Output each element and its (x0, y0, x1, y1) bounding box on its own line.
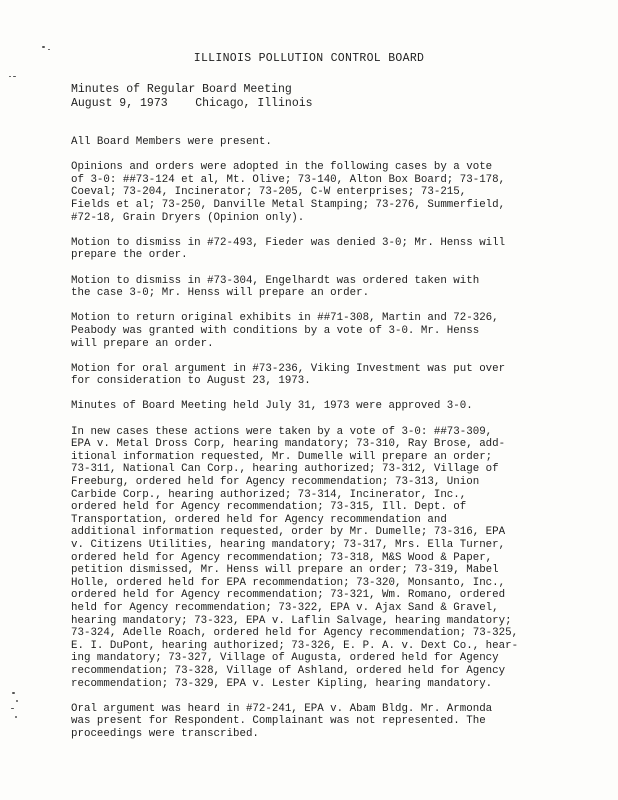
meeting-name: Minutes of Regular Board Meeting (71, 83, 292, 96)
text-line: E. I. DuPont, hearing authorized; 73-326, E. P. A. v. Dext Co., hear- (71, 639, 519, 652)
text-line: ordered held for Agency recommendation; 73-318, M&S Wood & Paper, (71, 551, 493, 564)
text-line: Motion to return original exhibits in ##71-308, Martin and 72-326, (71, 312, 499, 325)
text-line: the case 3-0; Mr. Henss will prepare an order. (71, 287, 370, 300)
text-line: additional information requested, order by Mr. Dumelle; 73-316, EPA (71, 526, 506, 539)
text-line: All Board Members were present. (71, 136, 272, 148)
text-line: Fields et al; 73-250, Danville Metal Stamping; 73-276, Summerfield, (71, 198, 506, 211)
minutes-paragraph (71, 136, 557, 149)
text-line: Minutes of Board Meeting held July 31, 1973 were approved 3-0. (71, 400, 473, 413)
text-line: ordered held for Agency recommendation; 73-321, Wm. Romano, ordered (71, 589, 506, 602)
text-line: for consideration to August 23, 1973. (71, 375, 311, 388)
minutes-paragraph (71, 161, 557, 224)
text-line: petition dismissed, Mr. Henss will prepare an order; 73-319, Mabel (71, 564, 499, 577)
text-line: v. Citizens Utilities, hearing mandatory; 73-317, Mrs. Ella Turner, (71, 539, 506, 551)
text-line: will prepare an order. (71, 337, 214, 350)
text-line: 73-324, Adelle Roach, ordered held for Agency recommendation; 73-325, (71, 627, 519, 640)
minutes-body (71, 136, 557, 753)
text-line: Coeval; 73-204, Incinerator; 73-205, C-W enterprises; 73-215, (71, 186, 467, 199)
text-line: Peabody was granted with conditions by a vote of 3-0. Mr. Henss (71, 324, 480, 337)
text-line: held for Agency recommendation; 73-322, EPA v. Ajax Sand & Gravel, (71, 601, 499, 614)
text-line: Opinions and orders were adopted in the following cases by a vote (71, 161, 493, 174)
text-line: was present for Respondent. Complainant was not represented. The (71, 715, 486, 728)
text-line: EPA v. Metal Dross Corp, hearing mandatory; 73-310, Ray Brose, add- (71, 438, 506, 451)
text-line: ordered held for Agency recommendation; 73-315, Ill. Dept. of (71, 501, 467, 514)
minutes-paragraph (71, 237, 557, 262)
text-line: Holle, ordered held for EPA recommendation; 73-320, Monsanto, Inc., (71, 576, 506, 589)
text-line: Carbide Corp., hearing authorized; 73-314, Incinerator, Inc., (71, 488, 467, 501)
text-line: recommendation; 73-328, Village of Ashland, ordered held for Agency (71, 664, 506, 677)
scan-speck (9, 76, 11, 77)
scan-speck (48, 49, 50, 50)
text-line: Transportation, ordered held for Agency recommendation and (71, 513, 447, 526)
scan-speck (16, 700, 18, 702)
text-line: itional information requested, Mr. Dumelle will prepare an order; (71, 450, 493, 463)
scan-speck (15, 716, 17, 718)
text-line: of 3-0: ##73-124 et al, Mt. Olive; 73-140, Alton Box Board; 73-178, (71, 173, 506, 186)
scan-speck (13, 76, 16, 77)
text-line: In new cases these actions were taken by a vote of 3-0: ##73-309, (71, 425, 493, 438)
text-line: Oral argument was heard in #72-241, EPA v. Abam Bldg. Mr. Armonda (71, 702, 493, 715)
minutes-paragraph (71, 312, 557, 350)
text-line: Motion for oral argument in #73-236, Viking Investment was put over (71, 362, 506, 375)
text-line: recommendation; 73-329, EPA v. Lester Kipling, hearing mandatory. (71, 677, 493, 690)
scan-speck (42, 46, 45, 48)
minutes-paragraph (71, 703, 557, 741)
text-line: Motion to dismiss in #72-493, Fieder was denied 3-0; Mr. Henss will (71, 236, 506, 249)
text-line: #72-18, Grain Dryers (Opinion only). (71, 211, 305, 224)
scan-speck (11, 708, 14, 709)
text-line: Motion to dismiss in #73-304, Engelhardt was ordered taken with (71, 274, 480, 287)
scan-speck (12, 692, 15, 694)
document-title: ILLINOIS POLLUTION CONTROL BOARD (193, 52, 425, 65)
text-line: proceedings were transcribed. (71, 727, 259, 740)
text-line: ing mandatory; 73-327, Village of Augusta, ordered held for Agency (71, 652, 499, 665)
minutes-paragraph (71, 275, 557, 300)
minutes-paragraph (71, 363, 557, 388)
minutes-paragraph (71, 400, 557, 413)
text-line: Freeburg, ordered held for Agency recommendation; 73-313, Union (71, 476, 480, 489)
text-line: hearing mandatory; 73-323, EPA v. Laflin Salvage, hearing mandatory; (71, 614, 512, 627)
meeting-date-location: August 9, 1973 Chicago, Illinois (71, 96, 313, 110)
meeting-header (71, 83, 313, 110)
text-line: prepare the order. (71, 249, 188, 262)
minutes-paragraph (71, 426, 557, 690)
text-line: 73-311, National Can Corp., hearing authorized; 73-312, Village of (71, 463, 499, 476)
